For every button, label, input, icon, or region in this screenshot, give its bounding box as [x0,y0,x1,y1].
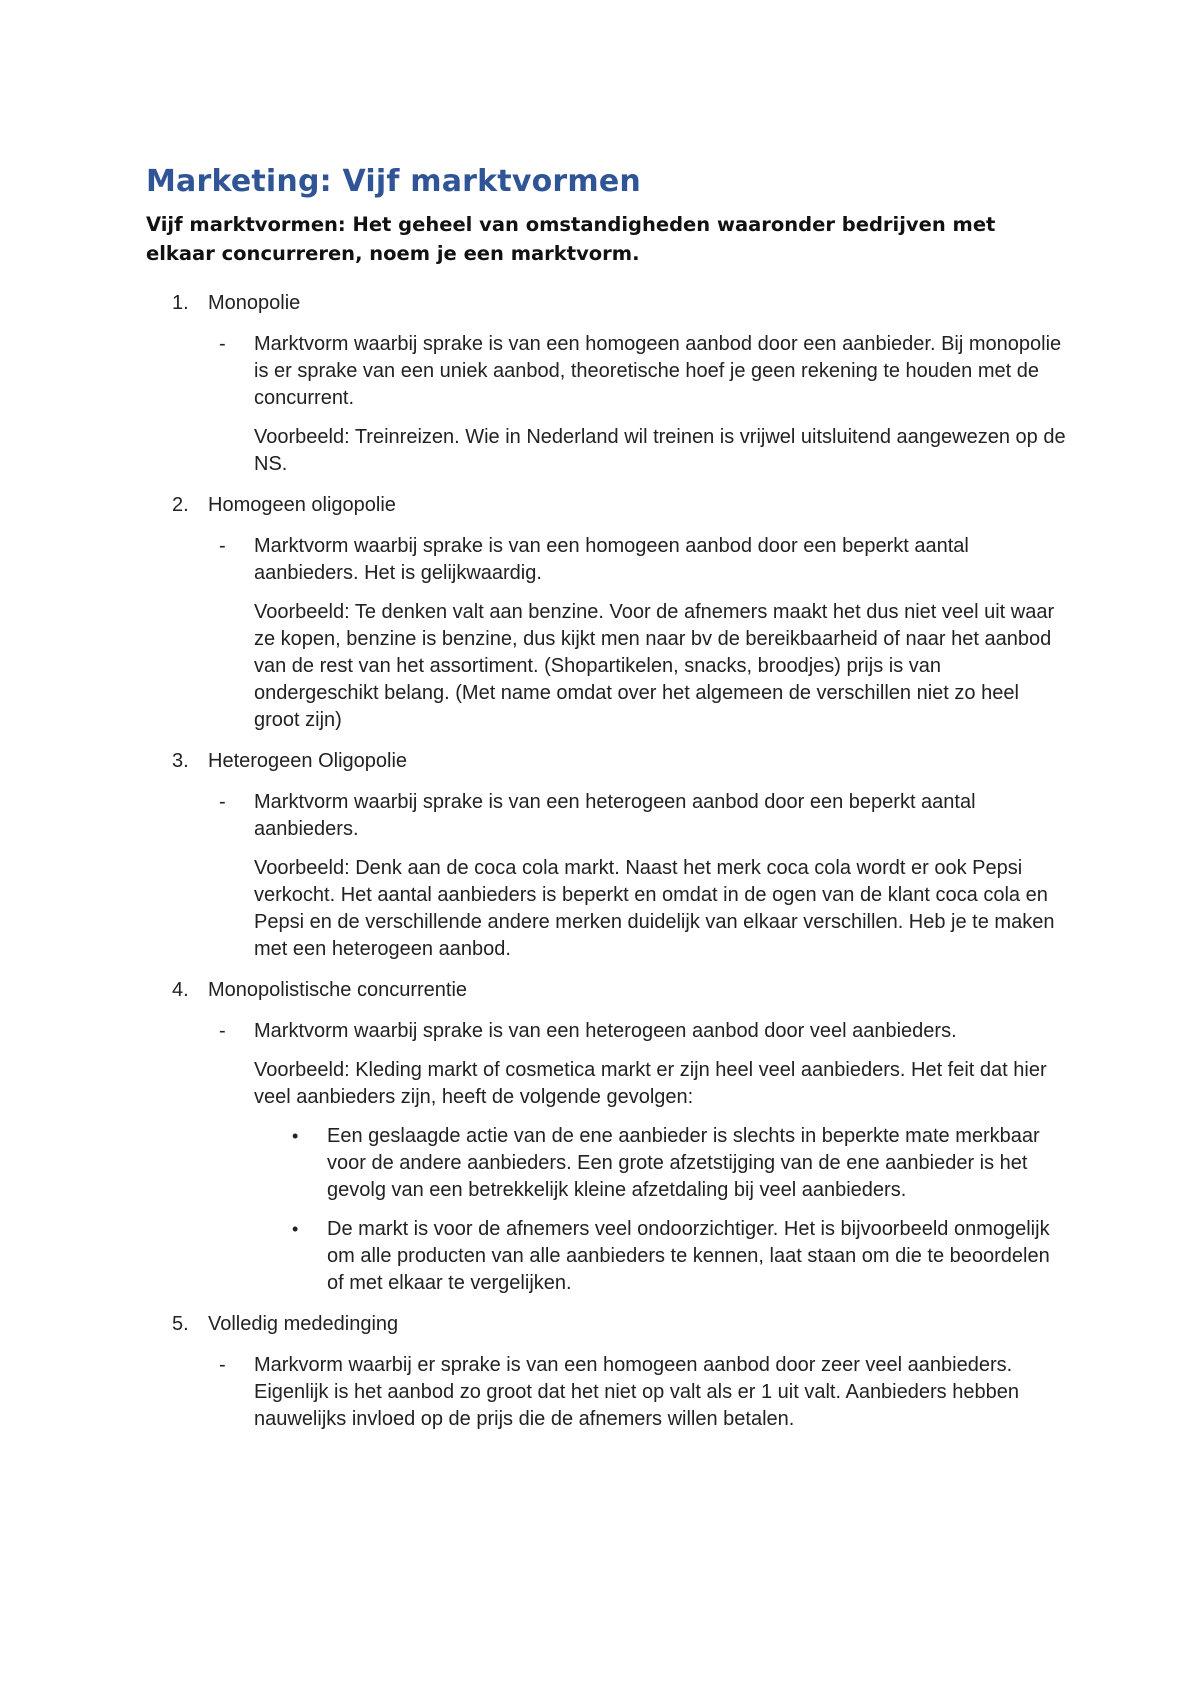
example-text: Voorbeeld: Te denken valt aan benzine. Voor de afnemers maakt het dus niet veel uit waar ze kopen, benzine is benzine, dus kijkt men naar bv de bereikbaarheid of naar het aanbod van de rest van het assortiment. (Shopartikelen, snacks, broodjes) prijs is van ondergeschikt belang. (Met name omdat over het algemeen de verschillen niet zo heel groot zijn) [254,601,1055,731]
section-number: 3. [172,750,189,772]
document-page [146,162,1066,1445]
definition-text: Marktvorm waarbij sprake is van een homogeen aanbod door een beperkt aantal aanbieders. Het is gelijkwaardig. [254,535,969,584]
section-monopolie [146,290,1066,478]
bullet-marker: • [292,1126,299,1146]
example-text: Voorbeeld: Denk aan de coca cola markt. Naast het merk coca cola wordt er ook Pepsi verkocht. Het aantal aanbieders is beperkt en omdat in de ogen van de klant coca cola en Pepsi en de verschillende andere merken duidelijk van elkaar verschillen. Heb je te maken met een heterogeen aanbod. [254,857,1055,960]
bullet-text: Een geslaagde actie van de ene aanbieder is slechts in beperkte mate merkbaar voor de andere aanbieders. Een grote afzetstijging van de ene aanbieder is het gevolg van een betrekkelijk kleine afzetdaling bij veel aanbieders. [327,1125,1040,1201]
section-heading [146,492,1066,519]
dash-marker: - [219,333,226,355]
section-volledig-mededinging [146,1311,1066,1433]
section-heading [146,1311,1066,1338]
bullet-marker: • [292,1219,299,1239]
definition-text: Marktvorm waarbij sprake is van een heterogeen aanbod door veel aanbieders. [254,1020,957,1042]
section-heading [146,977,1066,1004]
definition-block [146,331,1066,478]
section-heading-text: Homogeen oligopolie [208,494,396,516]
definition-block [146,533,1066,734]
definition-block [146,789,1066,963]
bullet-item [146,1123,1066,1204]
bullet-text: De markt is voor de afnemers veel ondoorzichtiger. Het is bijvoorbeeld onmogelijk om alle producten van alle aanbieders te kennen, laat staan om die te beoordelen of met elkaar te vergelijken. [327,1218,1050,1294]
example-text: Voorbeeld: Treinreizen. Wie in Nederland wil treinen is vrijwel uitsluitend aangewezen op de NS. [254,426,1066,475]
section-heterogeen-oligopolie [146,748,1066,963]
section-heading [146,290,1066,317]
intro-paragraph: Vijf marktvormen: Het geheel van omstandigheden waaronder bedrijven met elkaar concurreren, noem je een marktvorm. [146,213,996,265]
page-title: Marketing: Vijf marktvormen [146,164,641,199]
section-heading-text: Volledig mededinging [208,1313,399,1335]
dash-marker: - [219,1354,226,1376]
section-heading-text: Monopolistische concurrentie [208,979,468,1001]
section-monopolistische-concurrentie [146,977,1066,1297]
section-homogeen-oligopolie [146,492,1066,734]
section-number: 1. [172,292,189,314]
section-heading [146,748,1066,775]
example-text: Voorbeeld: Kleding markt of cosmetica markt er zijn heel veel aanbieders. Het feit dat hier veel aanbieders zijn, heeft de volgende gevolgen: [254,1059,1047,1108]
dash-marker: - [219,535,226,557]
dash-marker: - [219,1020,226,1042]
definition-text: Markvorm waarbij er sprake is van een homogeen aanbod door zeer veel aanbieders. Eigenlijk is het aanbod zo groot dat het niet op valt als er 1 uit valt. Aanbieders hebben nauwelijks invloed op de prijs die de afnemers willen betalen. [254,1354,1019,1430]
definition-text: Marktvorm waarbij sprake is van een homogeen aanbod door een aanbieder. Bij monopolie is er sprake van een uniek aanbod, theoretische hoef je geen rekening te houden met de concurrent. [254,333,1062,409]
section-heading-text: Heterogeen Oligopolie [208,750,408,772]
definition-block [146,1018,1066,1111]
section-number: 2. [172,494,189,516]
dash-marker: - [219,791,226,813]
definition-block [146,1352,1066,1433]
section-number: 4. [172,979,189,1001]
section-number: 5. [172,1313,189,1335]
definition-text: Marktvorm waarbij sprake is van een heterogeen aanbod door een beperkt aantal aanbieders. [254,791,976,840]
section-heading-text: Monopolie [208,292,301,314]
bullet-item [146,1216,1066,1297]
